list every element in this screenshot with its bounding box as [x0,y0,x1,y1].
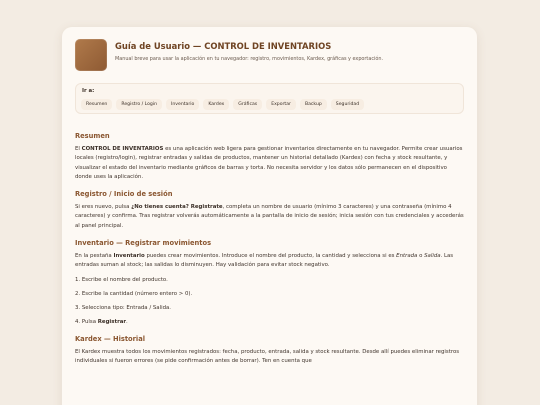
section-kardex [75,335,465,367]
text-run: o [417,253,425,260]
registrar-bold: Registrar [97,318,127,325]
register-link-bold: ¿No tienes cuenta? Registrate [131,204,223,211]
nav-label: Ir a: [82,88,95,94]
text-run: . [126,318,128,325]
nav-link-seguridad[interactable]: Seguridad [331,99,364,110]
section-resumen [75,132,465,182]
text-run: puedes crear movimientos. Introduce el nombre del producto, la cantidad y selecciona si es [144,253,397,260]
registro-paragraph [75,203,465,231]
list-item [75,318,465,327]
inventario-tab-bold: Inventario [113,253,145,260]
page-subtitle: Manual breve para usar la aplicación en tu navegador: registro, movimientos, Kardex, gráficas y exportación. [115,56,384,62]
guide-card [62,27,477,405]
app-name-bold: CONTROL DE INVENTARIOS [81,146,164,152]
text-run: En la pestaña [75,253,114,260]
text-run: es una aplicación web ligera para gestionar inventarios directamente en tu navegador. Permite crear usuarios locales (registro/login), registrar entradas y salidas de productos, mantener un historial detallado (Kardex) con fecha y stock resultante, y visualizar el estado del inventario mediante gráficos de barras y torta. No necesita servidor y los datos sólo permanecen en el dispositivo donde uses la aplicación. [75,146,463,180]
nav-link-backup[interactable]: Backup [300,99,327,110]
nav-link-inventario[interactable]: Inventario [166,99,199,110]
section-heading-kardex: Kardex — Historial [75,334,146,343]
nav-link-graficas[interactable]: Gráficas [233,99,262,110]
text-run: El [75,146,82,152]
text-run: , completa un nombre de usuario (mínimo 3 caracteres) y una contraseña (mínimo 4 caracteres) y confirma. Tras registrar volverás automáticamente a la pantalla de inicio de sesión; inicia sesión con tus credenciales y accederás al panel principal. [75,204,464,229]
text-run: 4. Pulsa [75,318,98,325]
section-heading-registro: Registro / Inicio de sesión [75,190,173,199]
kardex-paragraph: El Kardex muestra todos los movimientos registrados: fecha, producto, entrada, salida y stock resultante. Desde allí puedes eliminar registros individuales si fueron errores (se pide confirmación antes de borrar). Ten en cuenta que [75,348,460,364]
section-nav [75,83,464,114]
list-item: 2. Escribe la cantidad (número entero > 0). [75,290,193,297]
guide-content [75,132,465,374]
nav-link-kardex[interactable]: Kardex [203,99,229,110]
resumen-paragraph [75,145,465,182]
nav-link-resumen[interactable]: Resumen [81,99,112,110]
inventario-steps [75,276,465,327]
page-title: Guía de Usuario — CONTROL DE INVENTARIOS [115,41,332,51]
text-run: . Las entradas suman al stock; las salidas lo disminuyen. Hay validación para evitar stock negativo. [75,253,454,269]
text-run: Si eres nuevo, pulsa [75,204,132,211]
list-item: 1. Escribe el nombre del producto. [75,276,168,283]
guide-header [75,39,465,75]
nav-links [81,99,364,110]
nav-link-registro[interactable]: Registro / Login [116,99,162,110]
list-item: 3. Selecciona tipo: Entrada / Salida. [75,304,172,311]
section-heading-inventario: Inventario — Registrar movimientos [75,239,212,248]
section-inventario [75,239,465,327]
section-registro [75,190,465,231]
section-heading-resumen: Resumen [75,132,110,140]
entrada-italic: Entrada [396,253,418,260]
inventario-paragraph [75,252,465,271]
app-logo [75,39,107,71]
salida-italic: Salida [424,253,441,260]
nav-link-exportar[interactable]: Exportar [266,99,296,110]
